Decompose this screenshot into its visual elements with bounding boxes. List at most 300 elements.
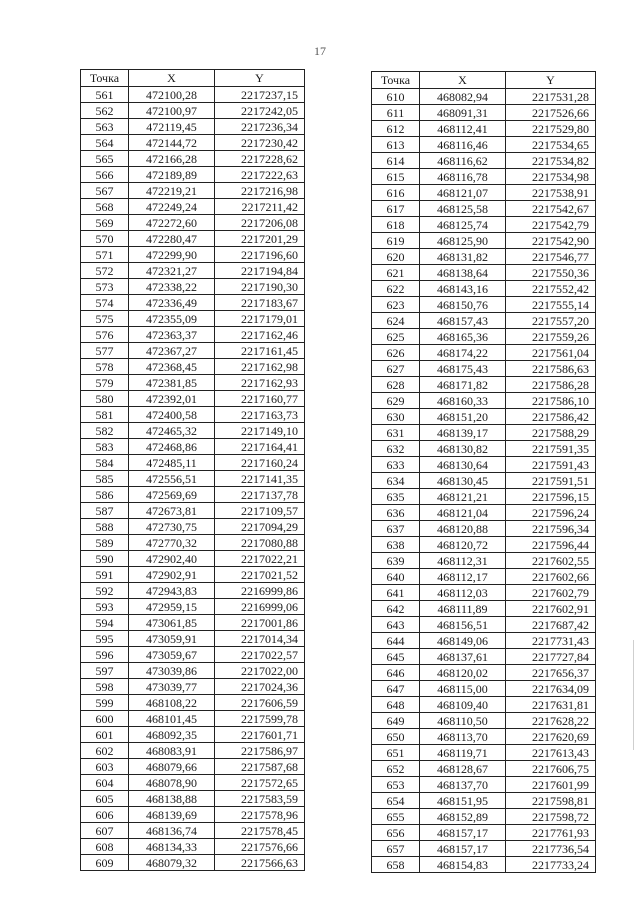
cell-y: 2217727,84 (506, 649, 596, 665)
cell-y: 2217578,96 (215, 807, 305, 823)
cell-x: 468116,62 (420, 153, 506, 169)
cell-x: 468139,17 (420, 425, 506, 441)
table-row (81, 855, 305, 871)
cell-point: 577 (81, 343, 129, 359)
table-row (81, 487, 305, 503)
table-row (372, 633, 596, 649)
cell-x: 468112,17 (420, 569, 506, 585)
cell-y: 2217542,67 (506, 201, 596, 217)
cell-point: 626 (372, 345, 420, 361)
table-row (81, 711, 305, 727)
cell-x: 468130,82 (420, 441, 506, 457)
cell-x: 472902,91 (129, 567, 215, 583)
table-row (372, 553, 596, 569)
cell-x: 468151,20 (420, 409, 506, 425)
table-row (81, 279, 305, 295)
cell-x: 468137,70 (420, 777, 506, 793)
cell-x: 468079,32 (129, 855, 215, 871)
cell-y: 2217561,04 (506, 345, 596, 361)
cell-x: 468121,21 (420, 489, 506, 505)
table-row (81, 135, 305, 151)
cell-y: 2217599,78 (215, 711, 305, 727)
cell-x: 468130,64 (420, 457, 506, 473)
cell-x: 472381,85 (129, 375, 215, 391)
cell-point: 598 (81, 679, 129, 695)
cell-y: 2217559,26 (506, 329, 596, 345)
cell-x: 472100,28 (129, 87, 215, 103)
cell-y: 2217555,14 (506, 297, 596, 313)
table-row (81, 455, 305, 471)
cell-y: 2217162,98 (215, 359, 305, 375)
cell-point: 657 (372, 841, 420, 857)
table-row (81, 439, 305, 455)
cell-point: 617 (372, 201, 420, 217)
cell-y: 2217021,52 (215, 567, 305, 583)
cell-x: 468111,89 (420, 601, 506, 617)
cell-y: 2217164,41 (215, 439, 305, 455)
cell-x: 472400,58 (129, 407, 215, 423)
cell-x: 472902,40 (129, 551, 215, 567)
cell-point: 621 (372, 265, 420, 281)
table-row (372, 377, 596, 393)
cell-y: 2217586,97 (215, 743, 305, 759)
table-row (81, 183, 305, 199)
cell-x: 472392,01 (129, 391, 215, 407)
table-row (81, 119, 305, 135)
cell-point: 624 (372, 313, 420, 329)
table-row (81, 615, 305, 631)
cell-x: 468110,50 (420, 713, 506, 729)
cell-point: 647 (372, 681, 420, 697)
cell-point: 655 (372, 809, 420, 825)
cell-x: 472336,49 (129, 295, 215, 311)
cell-x: 468175,43 (420, 361, 506, 377)
cell-x: 468139,69 (129, 807, 215, 823)
cell-x: 472100,97 (129, 103, 215, 119)
cell-x: 468119,71 (420, 745, 506, 761)
cell-y: 2217160,77 (215, 391, 305, 407)
table-row (81, 743, 305, 759)
table-row (372, 841, 596, 857)
cell-point: 569 (81, 215, 129, 231)
cell-point: 627 (372, 361, 420, 377)
cell-x: 468078,90 (129, 775, 215, 791)
table-row (81, 599, 305, 615)
cell-x: 472468,86 (129, 439, 215, 455)
cell-y: 2217190,30 (215, 279, 305, 295)
cell-y: 2217598,81 (506, 793, 596, 809)
table-row (372, 297, 596, 313)
table-row (81, 679, 305, 695)
table-row (81, 823, 305, 839)
cell-point: 578 (81, 359, 129, 375)
cell-point: 633 (372, 457, 420, 473)
cell-point: 575 (81, 311, 129, 327)
cell-point: 634 (372, 473, 420, 489)
table-row (81, 775, 305, 791)
cell-x: 468125,74 (420, 217, 506, 233)
table-row (81, 247, 305, 263)
cell-x: 468083,91 (129, 743, 215, 759)
cell-y: 2217591,43 (506, 457, 596, 473)
cell-point: 602 (81, 743, 129, 759)
table-row (372, 729, 596, 745)
table-row (372, 537, 596, 553)
table-row (372, 265, 596, 281)
cell-y: 2217531,28 (506, 89, 596, 105)
cell-x: 473039,86 (129, 663, 215, 679)
cell-x: 468121,04 (420, 505, 506, 521)
cell-point: 610 (372, 89, 420, 105)
cell-point: 573 (81, 279, 129, 295)
header-y: Y (506, 72, 596, 89)
coordinates-table-right (371, 71, 596, 873)
table-row (372, 521, 596, 537)
cell-y: 2217542,79 (506, 217, 596, 233)
cell-y: 2217620,69 (506, 729, 596, 745)
cell-point: 570 (81, 231, 129, 247)
cell-x: 468128,67 (420, 761, 506, 777)
cell-x: 472367,27 (129, 343, 215, 359)
table-row (81, 151, 305, 167)
table-row (81, 311, 305, 327)
cell-x: 472556,51 (129, 471, 215, 487)
cell-point: 561 (81, 87, 129, 103)
cell-point: 599 (81, 695, 129, 711)
cell-x: 468154,83 (420, 857, 506, 873)
cell-point: 580 (81, 391, 129, 407)
table-row (81, 391, 305, 407)
table-row (372, 329, 596, 345)
cell-point: 593 (81, 599, 129, 615)
cell-y: 2217080,88 (215, 535, 305, 551)
cell-x: 468120,02 (420, 665, 506, 681)
cell-y: 2217591,51 (506, 473, 596, 489)
table-row (372, 457, 596, 473)
cell-y: 2217001,86 (215, 615, 305, 631)
table-row (372, 793, 596, 809)
cell-x: 468112,03 (420, 585, 506, 601)
table-row (372, 857, 596, 873)
cell-point: 652 (372, 761, 420, 777)
cell-point: 614 (372, 153, 420, 169)
cell-point: 574 (81, 295, 129, 311)
cell-x: 468120,72 (420, 537, 506, 553)
cell-y: 2217736,54 (506, 841, 596, 857)
cell-point: 591 (81, 567, 129, 583)
cell-y: 2217586,63 (506, 361, 596, 377)
cell-x: 468116,46 (420, 137, 506, 153)
cell-y: 2217761,93 (506, 825, 596, 841)
cell-x: 472189,89 (129, 167, 215, 183)
table-row (81, 471, 305, 487)
table-row (372, 601, 596, 617)
cell-x: 468121,07 (420, 185, 506, 201)
cell-y: 2217557,20 (506, 313, 596, 329)
cell-y: 2217550,36 (506, 265, 596, 281)
cell-y: 2217602,79 (506, 585, 596, 601)
cell-x: 468082,94 (420, 89, 506, 105)
cell-x: 472338,22 (129, 279, 215, 295)
cell-x: 468157,17 (420, 841, 506, 857)
cell-point: 629 (372, 393, 420, 409)
table-header-row (81, 70, 305, 87)
table-row (372, 761, 596, 777)
cell-y: 2217534,98 (506, 169, 596, 185)
cell-point: 601 (81, 727, 129, 743)
table-row (372, 713, 596, 729)
table-row (372, 249, 596, 265)
cell-point: 566 (81, 167, 129, 183)
cell-x: 468113,70 (420, 729, 506, 745)
cell-point: 579 (81, 375, 129, 391)
cell-point: 603 (81, 759, 129, 775)
cell-point: 648 (372, 697, 420, 713)
cell-x: 468149,06 (420, 633, 506, 649)
cell-x: 468116,78 (420, 169, 506, 185)
cell-y: 2217606,75 (506, 761, 596, 777)
cell-point: 564 (81, 135, 129, 151)
table-row (81, 407, 305, 423)
table-row (372, 697, 596, 713)
table-row (81, 423, 305, 439)
table-row (372, 585, 596, 601)
cell-x: 468130,45 (420, 473, 506, 489)
cell-point: 597 (81, 663, 129, 679)
cell-point: 615 (372, 169, 420, 185)
cell-point: 590 (81, 551, 129, 567)
cell-y: 2217242,05 (215, 103, 305, 119)
cell-point: 646 (372, 665, 420, 681)
header-x: X (129, 70, 215, 87)
cell-point: 642 (372, 601, 420, 617)
cell-y: 2217572,65 (215, 775, 305, 791)
cell-x: 468134,33 (129, 839, 215, 855)
cell-y: 2217529,80 (506, 121, 596, 137)
cell-point: 619 (372, 233, 420, 249)
cell-y: 2217161,45 (215, 343, 305, 359)
cell-y: 2217631,81 (506, 697, 596, 713)
cell-point: 618 (372, 217, 420, 233)
cell-x: 468157,17 (420, 825, 506, 841)
cell-y: 2217598,72 (506, 809, 596, 825)
cell-x: 468174,22 (420, 345, 506, 361)
cell-y: 2217183,67 (215, 295, 305, 311)
cell-x: 472485,11 (129, 455, 215, 471)
cell-y: 2217628,22 (506, 713, 596, 729)
cell-y: 2217634,09 (506, 681, 596, 697)
table-row (372, 473, 596, 489)
header-x: X (420, 72, 506, 89)
table-row (81, 359, 305, 375)
table-row (81, 535, 305, 551)
cell-y: 2217228,62 (215, 151, 305, 167)
cell-point: 654 (372, 793, 420, 809)
table-row (372, 809, 596, 825)
cell-x: 468152,89 (420, 809, 506, 825)
cell-point: 604 (81, 775, 129, 791)
cell-point: 581 (81, 407, 129, 423)
table-row (372, 345, 596, 361)
cell-point: 589 (81, 535, 129, 551)
cell-point: 643 (372, 617, 420, 633)
table-row (81, 327, 305, 343)
cell-y: 2217534,65 (506, 137, 596, 153)
table-row (372, 217, 596, 233)
cell-point: 572 (81, 263, 129, 279)
table-row (81, 839, 305, 855)
cell-point: 651 (372, 745, 420, 761)
table-row (372, 281, 596, 297)
table-row (372, 89, 596, 105)
cell-y: 2217602,91 (506, 601, 596, 617)
cell-y: 2217596,44 (506, 537, 596, 553)
cell-y: 2217160,24 (215, 455, 305, 471)
cell-x: 472465,32 (129, 423, 215, 439)
cell-y: 2217196,60 (215, 247, 305, 263)
cell-x: 472355,09 (129, 311, 215, 327)
cell-point: 568 (81, 199, 129, 215)
cell-y: 2217163,73 (215, 407, 305, 423)
table-row (372, 121, 596, 137)
cell-x: 472272,60 (129, 215, 215, 231)
cell-y: 2217109,57 (215, 503, 305, 519)
cell-x: 468157,43 (420, 313, 506, 329)
cell-point: 632 (372, 441, 420, 457)
cell-y: 2217137,78 (215, 487, 305, 503)
cell-point: 584 (81, 455, 129, 471)
table-row (81, 167, 305, 183)
table-row (372, 825, 596, 841)
cell-x: 468092,35 (129, 727, 215, 743)
cell-x: 468125,58 (420, 201, 506, 217)
cell-x: 468138,88 (129, 791, 215, 807)
table-row (81, 87, 305, 103)
table-row (372, 153, 596, 169)
cell-y: 2216999,06 (215, 599, 305, 615)
cell-x: 468150,76 (420, 297, 506, 313)
cell-y: 2217613,43 (506, 745, 596, 761)
cell-point: 613 (372, 137, 420, 153)
table-row (81, 551, 305, 567)
cell-y: 2217576,66 (215, 839, 305, 855)
cell-x: 468171,82 (420, 377, 506, 393)
cell-x: 473059,67 (129, 647, 215, 663)
table-row (81, 103, 305, 119)
cell-x: 472770,32 (129, 535, 215, 551)
cell-point: 583 (81, 439, 129, 455)
table-row (372, 233, 596, 249)
cell-y: 2217552,42 (506, 281, 596, 297)
cell-x: 473061,85 (129, 615, 215, 631)
cell-x: 472368,45 (129, 359, 215, 375)
cell-point: 585 (81, 471, 129, 487)
cell-y: 2217141,35 (215, 471, 305, 487)
cell-point: 616 (372, 185, 420, 201)
cell-x: 472363,37 (129, 327, 215, 343)
table-row (81, 503, 305, 519)
cell-y: 2217179,01 (215, 311, 305, 327)
cell-x: 472119,45 (129, 119, 215, 135)
table-row (81, 647, 305, 663)
cell-point: 582 (81, 423, 129, 439)
cell-point: 628 (372, 377, 420, 393)
cell-point: 636 (372, 505, 420, 521)
cell-point: 653 (372, 777, 420, 793)
cell-point: 625 (372, 329, 420, 345)
cell-point: 644 (372, 633, 420, 649)
cell-point: 565 (81, 151, 129, 167)
table-row (81, 295, 305, 311)
table-row (372, 409, 596, 425)
cell-y: 2216999,86 (215, 583, 305, 599)
table-row (372, 617, 596, 633)
cell-point: 608 (81, 839, 129, 855)
cell-point: 600 (81, 711, 129, 727)
cell-y: 2217596,34 (506, 521, 596, 537)
cell-y: 2217586,42 (506, 409, 596, 425)
cell-y: 2217094,29 (215, 519, 305, 535)
cell-point: 630 (372, 409, 420, 425)
cell-point: 620 (372, 249, 420, 265)
cell-y: 2217596,24 (506, 505, 596, 521)
cell-point: 586 (81, 487, 129, 503)
cell-x: 468165,36 (420, 329, 506, 345)
cell-y: 2217149,10 (215, 423, 305, 439)
cell-point: 640 (372, 569, 420, 585)
cell-x: 473059,91 (129, 631, 215, 647)
table-row (372, 569, 596, 585)
cell-x: 472144,72 (129, 135, 215, 151)
cell-x: 468108,22 (129, 695, 215, 711)
cell-x: 468156,51 (420, 617, 506, 633)
cell-x: 468143,16 (420, 281, 506, 297)
table-row (81, 583, 305, 599)
cell-x: 472219,21 (129, 183, 215, 199)
table-row (81, 343, 305, 359)
table-row (81, 759, 305, 775)
cell-point: 592 (81, 583, 129, 599)
cell-y: 2217237,15 (215, 87, 305, 103)
table-row (81, 567, 305, 583)
table-row (372, 105, 596, 121)
table-row (81, 631, 305, 647)
table-row (372, 441, 596, 457)
cell-point: 637 (372, 521, 420, 537)
table-row (81, 727, 305, 743)
cell-x: 468115,00 (420, 681, 506, 697)
cell-point: 607 (81, 823, 129, 839)
cell-y: 2217542,90 (506, 233, 596, 249)
cell-point: 567 (81, 183, 129, 199)
table-row (372, 137, 596, 153)
cell-y: 2217578,45 (215, 823, 305, 839)
table-row (372, 393, 596, 409)
cell-x: 468125,90 (420, 233, 506, 249)
cell-y: 2217194,84 (215, 263, 305, 279)
table-row (372, 489, 596, 505)
cell-x: 472166,28 (129, 151, 215, 167)
table-row (372, 681, 596, 697)
cell-x: 468138,64 (420, 265, 506, 281)
cell-y: 2217566,63 (215, 855, 305, 871)
table-row (372, 505, 596, 521)
cell-y: 2217546,77 (506, 249, 596, 265)
cell-x: 468160,33 (420, 393, 506, 409)
cell-y: 2217591,35 (506, 441, 596, 457)
table-row (372, 665, 596, 681)
cell-point: 594 (81, 615, 129, 631)
